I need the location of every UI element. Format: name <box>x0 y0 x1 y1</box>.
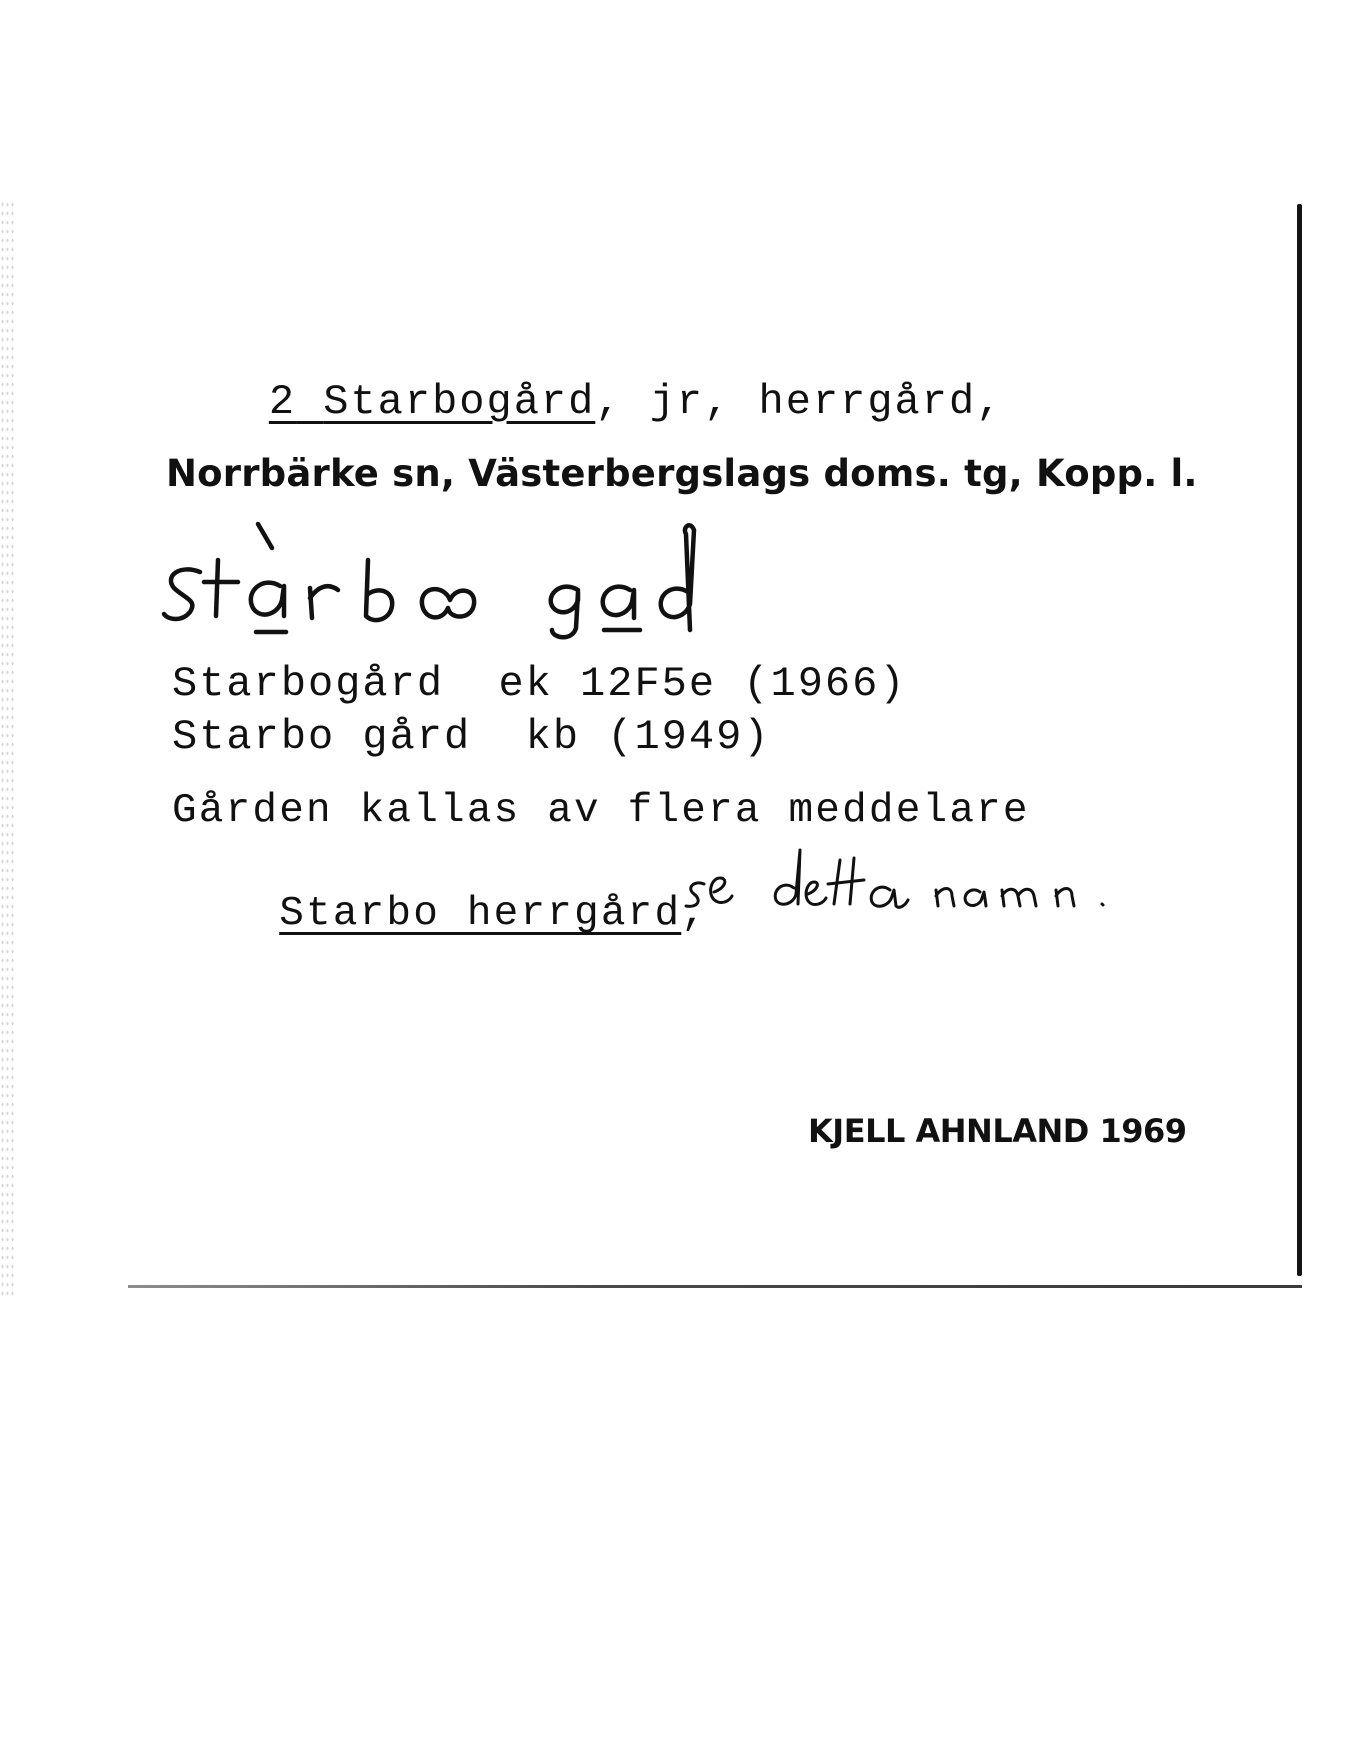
source-line-2: Starbo gård kb (1949) <box>172 713 771 761</box>
scan-edge-speckle <box>0 200 14 1300</box>
note-line-1: Gården kallas av flera meddelare <box>172 788 1030 834</box>
note-line-2 <box>172 845 708 983</box>
heading-rest: , jr, herrgård, <box>595 378 1004 426</box>
location-line: Norrbärke sn, Västerbergslags doms. tg, Kopp. l. <box>166 452 1198 495</box>
note-comma: , <box>681 891 709 937</box>
note-link-name: Starbo herrgård <box>279 891 682 937</box>
heading-number: 2 <box>268 378 297 426</box>
card-right-edge <box>1297 204 1302 1276</box>
signature: KJELL AHNLAND 1969 <box>808 1112 1187 1150</box>
card-bottom-edge <box>128 1285 1302 1288</box>
heading-name: Starbogård <box>323 378 596 426</box>
pronunciation-handwriting <box>160 520 800 640</box>
source-line-1: Starbogård ek 12F5e (1966) <box>172 660 907 708</box>
note-handwriting <box>684 840 1164 920</box>
